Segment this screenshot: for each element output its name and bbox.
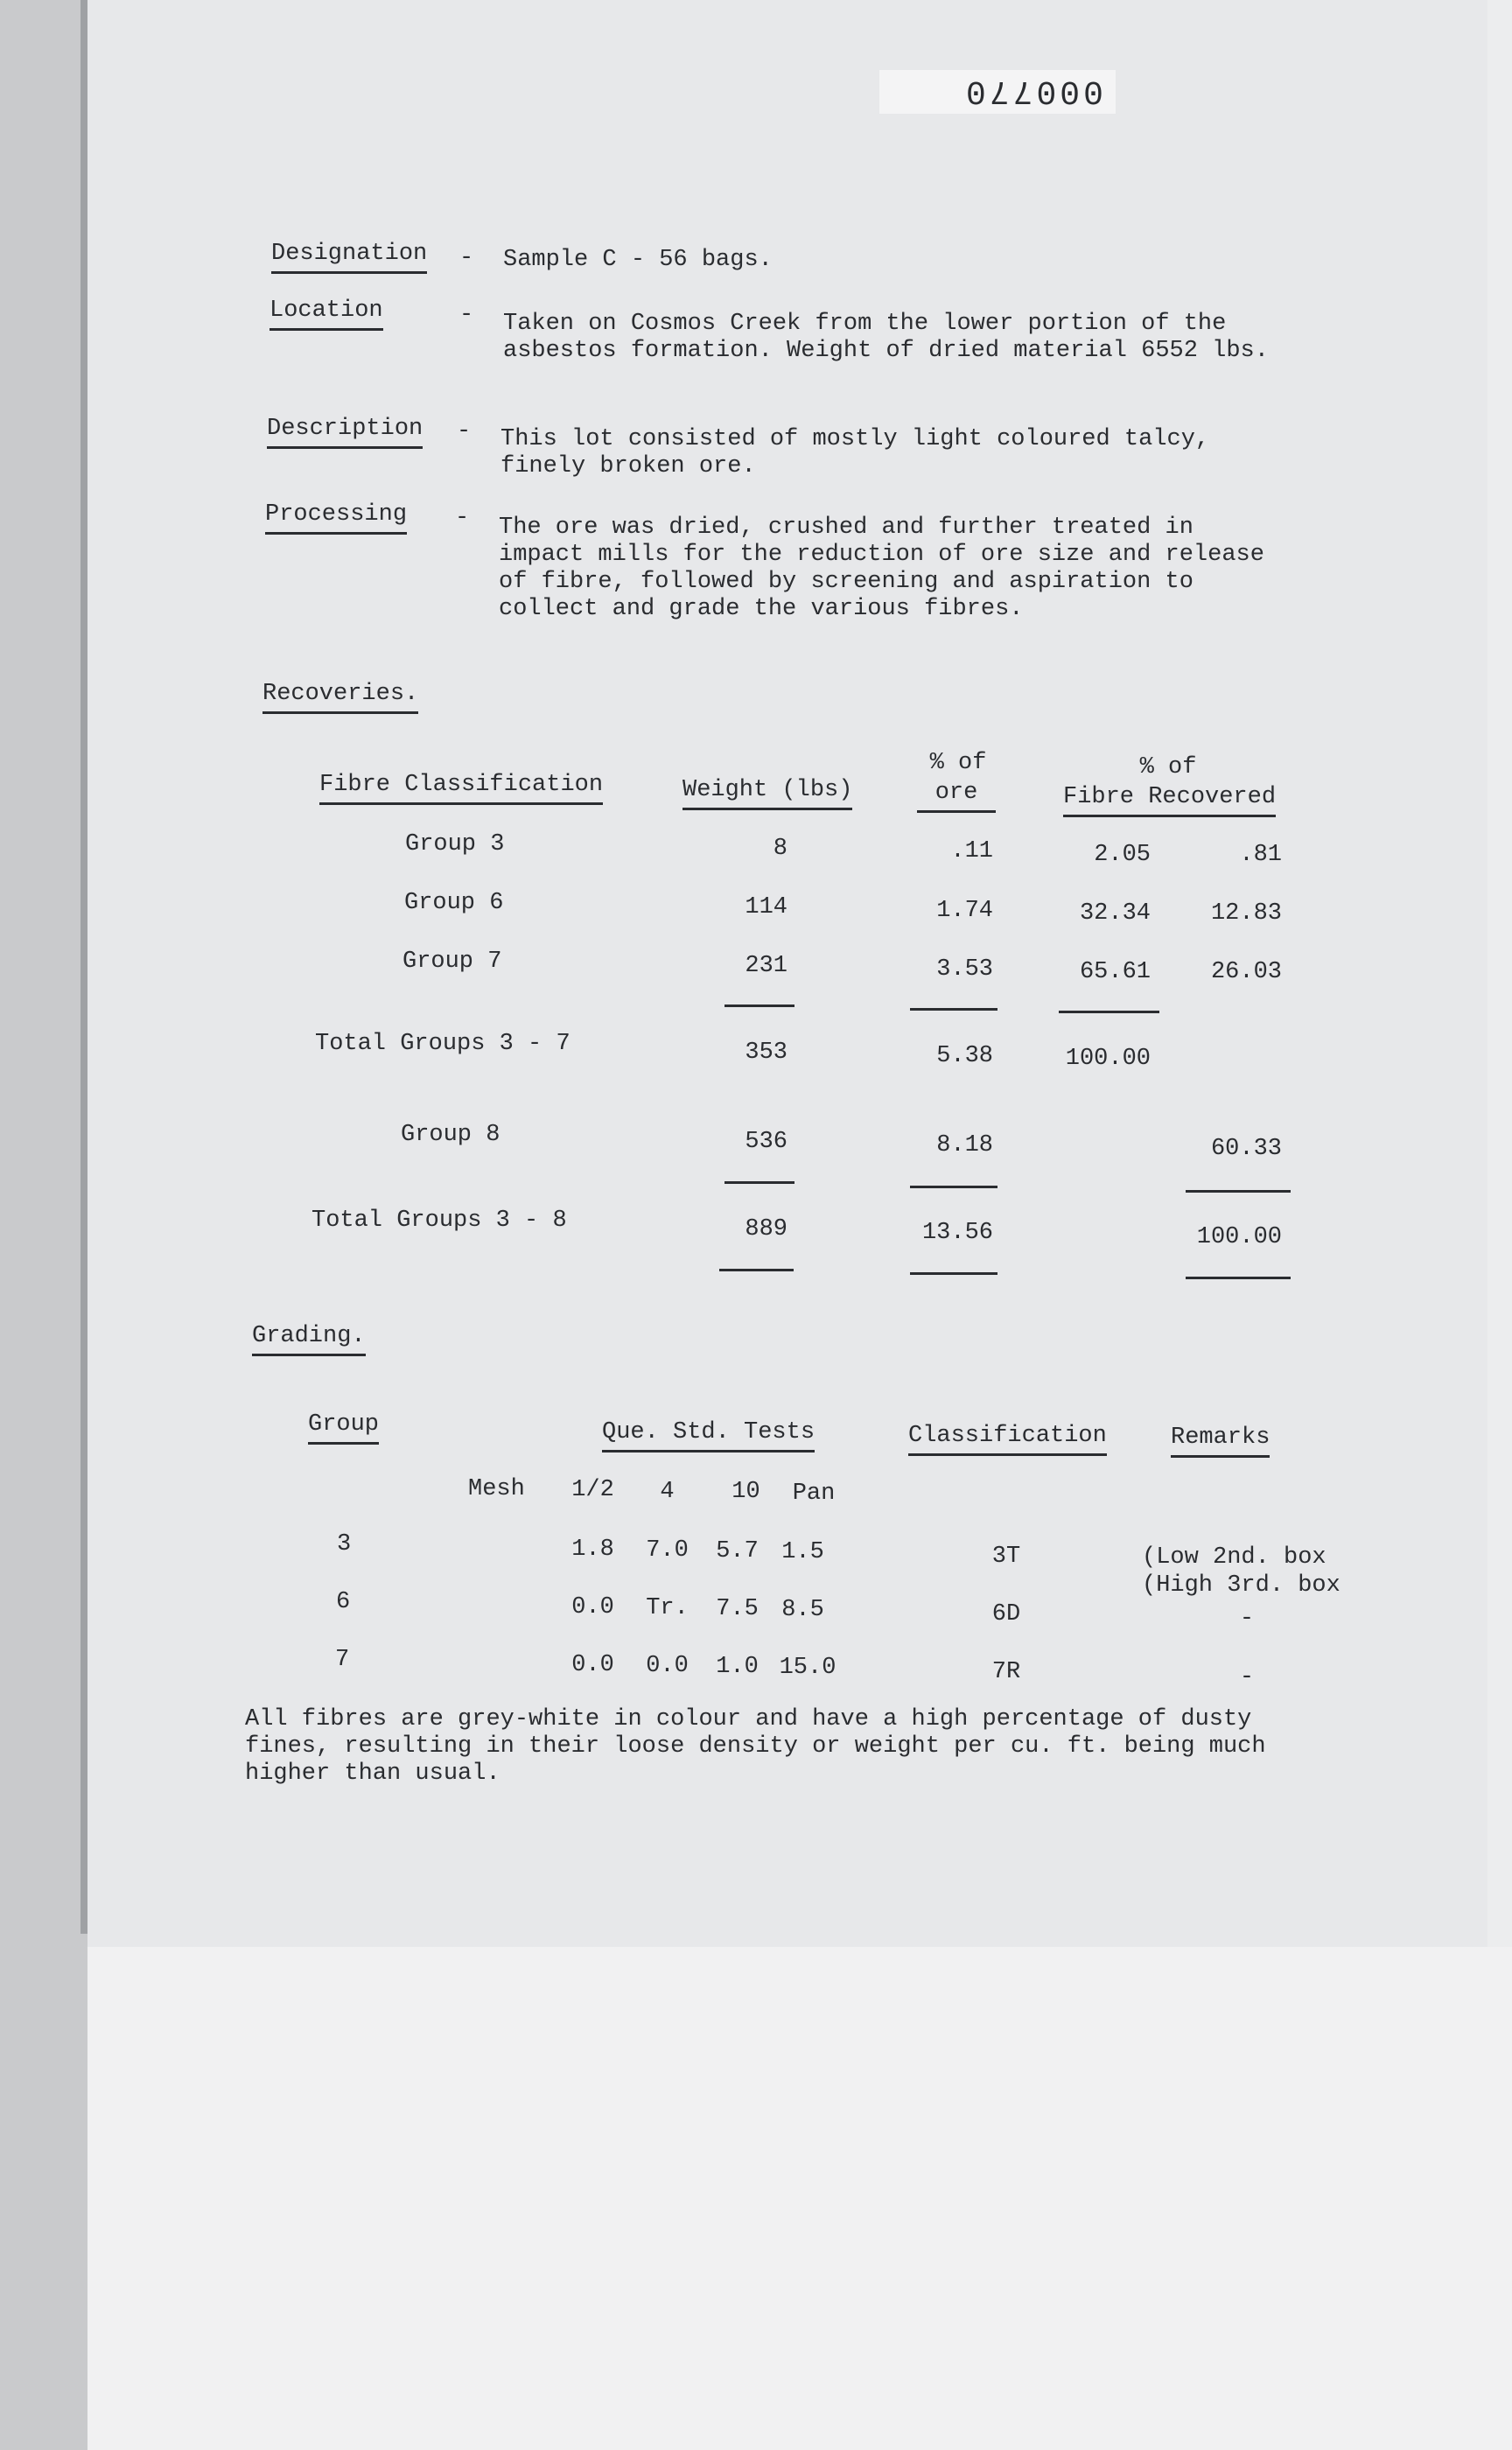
recovery-row-ore: 3.53 — [936, 956, 993, 983]
section-heading-recoveries: Recoveries. — [262, 681, 418, 714]
section-heading-grading: Grading. — [252, 1323, 366, 1356]
grading-row-group: 7 — [335, 1647, 350, 1673]
field-value-processing: The ore was dried, crushed and further treated in impact mills for the reduction of ore size and release of fibre, followed by screening and aspiration to collect and grade the various fibres. — [499, 514, 1264, 622]
field-dash: - — [457, 418, 472, 444]
grading-row-value: 5.7 — [716, 1538, 759, 1564]
grading-row-value: 1.0 — [716, 1654, 759, 1680]
subtotal-rule — [1059, 1011, 1159, 1013]
grading-row-value: 0.0 — [571, 1594, 614, 1620]
grading-row-remark: - — [1239, 1606, 1255, 1632]
recovery-total-ore: 13.56 — [921, 1220, 993, 1246]
col-header-classification: Fibre Classification — [319, 772, 603, 805]
field-label-processing: Processing — [265, 501, 407, 535]
recovery-row-ore: 1.74 — [936, 898, 993, 924]
total-rule — [910, 1272, 998, 1275]
field-value-description: This lot consisted of mostly light coloured talcy, finely broken ore. — [500, 426, 1210, 480]
recovery-row-fibre-b: 12.83 — [1210, 900, 1282, 927]
grading-row-class: 6D — [991, 1601, 1021, 1628]
grading-row-value: 8.5 — [781, 1597, 824, 1623]
recovery-total-ore: 5.38 — [936, 1043, 993, 1069]
recovery-row-weight: 231 — [745, 953, 788, 979]
subtotal-rule — [910, 1008, 998, 1011]
grading-row-value: Tr. — [646, 1595, 689, 1621]
field-dash: - — [455, 505, 470, 531]
mesh-label: Mesh — [468, 1476, 525, 1502]
grading-row-value: 7.5 — [716, 1596, 759, 1622]
field-dash: - — [459, 302, 474, 328]
recovery-row-label: Group 6 — [404, 890, 504, 916]
col-header-fibre-line1: % of — [1139, 754, 1197, 780]
recovery-row-weight: 114 — [745, 894, 788, 920]
subtotal-rule — [724, 1181, 794, 1184]
mesh-size: 4 — [660, 1479, 675, 1505]
recovery-row-weight: 8 — [773, 836, 788, 862]
grading-row-class: 7R — [991, 1659, 1021, 1685]
recovery-row-ore: .11 — [950, 838, 993, 864]
col-header-classification: Classification — [908, 1423, 1107, 1456]
recovery-row-label: Group 3 — [405, 831, 505, 858]
total-rule — [1186, 1277, 1291, 1279]
col-header-weight: Weight (lbs) — [682, 777, 852, 810]
subtotal-rule — [724, 1004, 794, 1007]
grading-row-value: 7.0 — [646, 1537, 689, 1564]
grading-row-value: 0.0 — [571, 1652, 614, 1678]
total-rule — [719, 1269, 794, 1271]
grading-row-value: 15.0 — [779, 1655, 836, 1681]
field-label-designation: Designation — [271, 241, 427, 274]
recovery-row-fibre-b: .81 — [1239, 842, 1282, 868]
recovery-row-ore: 8.18 — [936, 1132, 993, 1158]
grading-row-value: 1.8 — [571, 1536, 614, 1563]
recovery-row-fibre-b: 60.33 — [1210, 1136, 1282, 1162]
recovery-total-weight: 353 — [745, 1040, 788, 1066]
recovery-total-fibre-a: 100.00 — [1065, 1046, 1151, 1072]
field-value-location: Taken on Cosmos Creek from the lower portion of the asbestos formation. Weight of dried material 6552 lbs. — [503, 311, 1269, 364]
mesh-size: 10 — [732, 1479, 760, 1505]
scan-background — [88, 1947, 1512, 2450]
grading-row-remark: - — [1239, 1664, 1255, 1690]
grading-row-class: 3T — [991, 1544, 1021, 1570]
col-header-group: Group — [308, 1411, 379, 1445]
recovery-total-fibre-b: 100.00 — [1196, 1224, 1282, 1250]
recovery-row-fibre-a: 2.05 — [1094, 842, 1151, 868]
col-header-fibre-line2: Fibre Recovered — [1063, 784, 1276, 817]
col-header-ore-line2: ore — [917, 780, 996, 813]
recovery-total-weight: 889 — [745, 1216, 788, 1242]
recovery-row-fibre-a: 65.61 — [1079, 959, 1151, 985]
subtotal-rule — [910, 1186, 998, 1188]
scan-left-edge — [0, 0, 88, 2450]
col-header-ore-line1: % of — [929, 750, 987, 776]
grading-row-remark: (High 3rd. box — [1142, 1572, 1340, 1599]
scan-right-edge — [1488, 0, 1512, 1947]
field-value-designation: Sample C - 56 bags. — [503, 247, 773, 273]
recovery-total-label: Total Groups 3 - 7 — [315, 1031, 570, 1057]
recovery-row-label: Group 7 — [402, 948, 502, 975]
col-header-remarks: Remarks — [1171, 1424, 1270, 1458]
grading-row-group: 3 — [337, 1531, 352, 1558]
field-label-description: Description — [267, 416, 423, 449]
recovery-row-weight: 536 — [745, 1129, 788, 1155]
recovery-row-fibre-b: 26.03 — [1210, 959, 1282, 985]
field-dash: - — [459, 245, 474, 271]
subtotal-rule — [1186, 1190, 1291, 1193]
recovery-row-fibre-a: 32.34 — [1079, 900, 1151, 927]
footer-note: All fibres are grey-white in colour and have a high percentage of dusty fines, resulting in their loose density or weight per cu. ft. being much higher than usual. — [245, 1706, 1266, 1787]
grading-row-value: 0.0 — [646, 1653, 689, 1679]
recovery-row-label: Group 8 — [401, 1122, 500, 1148]
col-header-tests: Que. Std. Tests — [602, 1419, 815, 1452]
field-label-location: Location — [270, 298, 383, 331]
grading-row-value: 1.5 — [781, 1539, 824, 1565]
mesh-size: Pan — [792, 1480, 836, 1507]
mesh-size: 1/2 — [571, 1477, 614, 1503]
grading-row-remark: (Low 2nd. box — [1142, 1544, 1326, 1571]
grading-row-group: 6 — [336, 1589, 351, 1615]
document-number: 000770 — [962, 72, 1103, 109]
recovery-total-label: Total Groups 3 - 8 — [312, 1208, 567, 1234]
